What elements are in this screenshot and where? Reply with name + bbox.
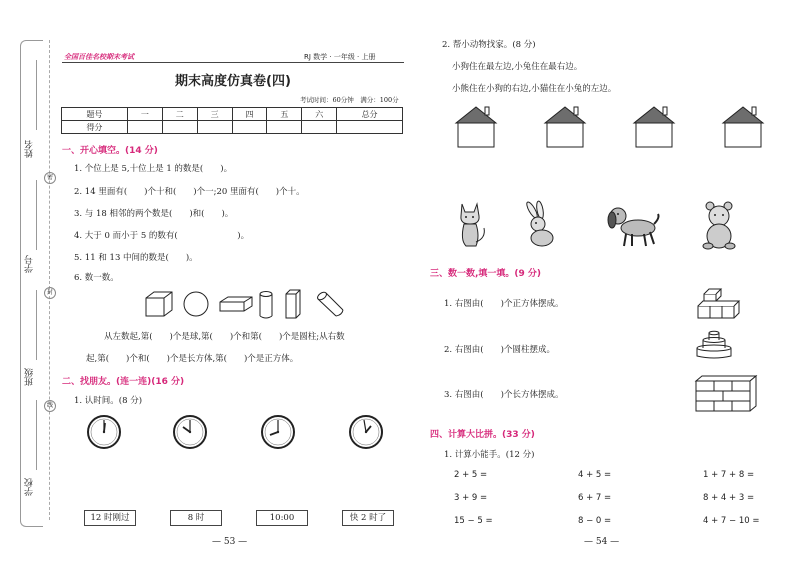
solid-shapes-figure [140, 288, 355, 320]
question-3-2: 2. 右图由( )个圆柱摆成。 [444, 345, 555, 355]
math-problem: 15 − 5 = [454, 516, 493, 526]
math-problem: 6 + 7 = [578, 493, 612, 503]
section-2-title: 二、找朋友。(连一连)(16 分) [62, 377, 185, 387]
table-cell: 一 [127, 108, 162, 121]
exam-badge: 全国百佳名校期末考试 [64, 52, 134, 61]
clock-icon [260, 414, 296, 450]
score-row [62, 121, 403, 134]
table-cell: 五 [267, 108, 302, 121]
table-cell: 六 [302, 108, 337, 121]
cube-icon [146, 292, 172, 316]
table-cell: 得分 [62, 121, 128, 134]
score-input[interactable] [162, 121, 197, 134]
score-input[interactable] [267, 121, 302, 134]
question-1-2: 2. 14 里面有( )个十和( )个一;20 里面有( )个十。 [74, 187, 305, 197]
table-cell: 二 [162, 108, 197, 121]
question-3-1: 1. 右图由( )个正方体摆成。 [444, 299, 564, 309]
section-4-title: 四、计算大比拼。(33 分) [430, 430, 535, 440]
subject-label: RJ 数学 · 一年级 · 上册 [304, 53, 376, 61]
question-1-4: 4. 大于 0 而小于 5 的数有( )。 [74, 231, 250, 241]
math-problem: 3 + 9 = [454, 493, 488, 503]
exam-info: 考试时间：60分钟 满分：100分 [300, 96, 399, 104]
question-2-2: 2. 帮小动物找家。(8 分) [442, 40, 536, 50]
time-card[interactable]: 8 时 [170, 510, 222, 526]
school-write-line[interactable] [36, 400, 37, 470]
page-number-right: — 54 — [584, 537, 620, 547]
cuboid-icon [220, 297, 252, 311]
name-label: 姓名 [25, 140, 35, 158]
score-input[interactable] [302, 121, 337, 134]
school-label: 学校 [25, 478, 35, 496]
dog-icon[interactable] [606, 200, 662, 250]
page-number-left: — 53 — [212, 537, 248, 547]
math-problem: 4 + 7 − 10 = [703, 516, 760, 526]
bear-icon[interactable] [698, 200, 742, 250]
class-label: 班级 [25, 368, 35, 386]
id-write-line[interactable] [36, 180, 37, 250]
section-3-title: 三、数一数,填一填。(9 分) [430, 269, 542, 279]
section-1-title: 一、开心填空。(14 分) [62, 146, 158, 156]
slanted-cylinder-icon [316, 291, 343, 316]
score-input[interactable] [232, 121, 267, 134]
math-problem: 4 + 5 = [578, 470, 612, 480]
seal-mark: 线 [44, 400, 56, 412]
question-3-3: 3. 右图由( )个长方体摆成。 [444, 390, 564, 400]
student-id-label: 学号 [25, 255, 35, 273]
score-header-row [62, 108, 403, 121]
question-1-6-text: 起,第( )个和( )个是长方体,第( )个是正方体。 [86, 354, 299, 364]
question-2-2-line2: 小熊住在小狗的右边,小猫住在小兔的左边。 [452, 84, 617, 94]
table-cell: 总分 [337, 108, 403, 121]
table-cell: 四 [232, 108, 267, 121]
math-problem: 1 + 7 + 8 = [703, 470, 755, 480]
seal-mark: 密 [44, 172, 56, 184]
question-1-1: 1. 个位上是 5,十位上是 1 的数是( )。 [74, 164, 233, 174]
question-4-1: 1. 计算小能手。(12 分) [444, 450, 535, 460]
score-input[interactable] [127, 121, 162, 134]
cylinder-icon [260, 292, 272, 319]
question-2-1: 1. 认时间。(8 分) [74, 396, 143, 406]
house-icon[interactable] [632, 103, 676, 149]
header-rule [62, 62, 404, 63]
math-problem: 8 − 0 = [578, 516, 612, 526]
table-cell: 三 [197, 108, 232, 121]
house-icon[interactable] [543, 103, 587, 149]
clock-icon [348, 414, 384, 450]
question-2-2-line1: 小狗住在最左边,小兔住在最右边。 [452, 62, 583, 72]
page-title: 期末高度仿真卷(四) [175, 74, 291, 89]
cat-icon[interactable] [450, 200, 494, 250]
class-write-line[interactable] [36, 290, 37, 360]
math-problem: 2 + 5 = [454, 470, 488, 480]
house-icon[interactable] [454, 103, 498, 149]
tall-cuboid-icon [286, 290, 300, 318]
cut-line [49, 40, 50, 520]
house-icon[interactable] [721, 103, 765, 149]
score-input[interactable] [197, 121, 232, 134]
math-problem: 8 + 4 + 3 = [703, 493, 755, 503]
sphere-icon [184, 292, 208, 316]
stacked-cuboids-figure [694, 373, 758, 413]
score-table [61, 107, 403, 134]
question-1-6-text: 从左数起,第( )个是球,第( )个和第( )个是圆柱;从右数 [104, 332, 345, 342]
time-card[interactable]: 10:00 [256, 510, 308, 526]
score-input[interactable] [337, 121, 403, 134]
rabbit-icon[interactable] [518, 200, 562, 250]
time-card[interactable]: 12 时刚过 [84, 510, 136, 526]
table-cell: 题号 [62, 108, 128, 121]
stacked-cylinders-figure [694, 330, 734, 360]
clock-icon [86, 414, 122, 450]
binding-margin [20, 40, 43, 527]
name-write-line[interactable] [36, 60, 37, 130]
time-card[interactable]: 快 2 时了 [342, 510, 394, 526]
seal-mark: 封 [44, 287, 56, 299]
question-1-5: 5. 11 和 13 中间的数是( )。 [74, 253, 198, 263]
question-1-6: 6. 数一数。 [74, 273, 119, 283]
clock-icon [172, 414, 208, 450]
question-1-3: 3. 与 18 相邻的两个数是( )和( )。 [74, 209, 234, 219]
stacked-cubes-figure [694, 284, 744, 320]
